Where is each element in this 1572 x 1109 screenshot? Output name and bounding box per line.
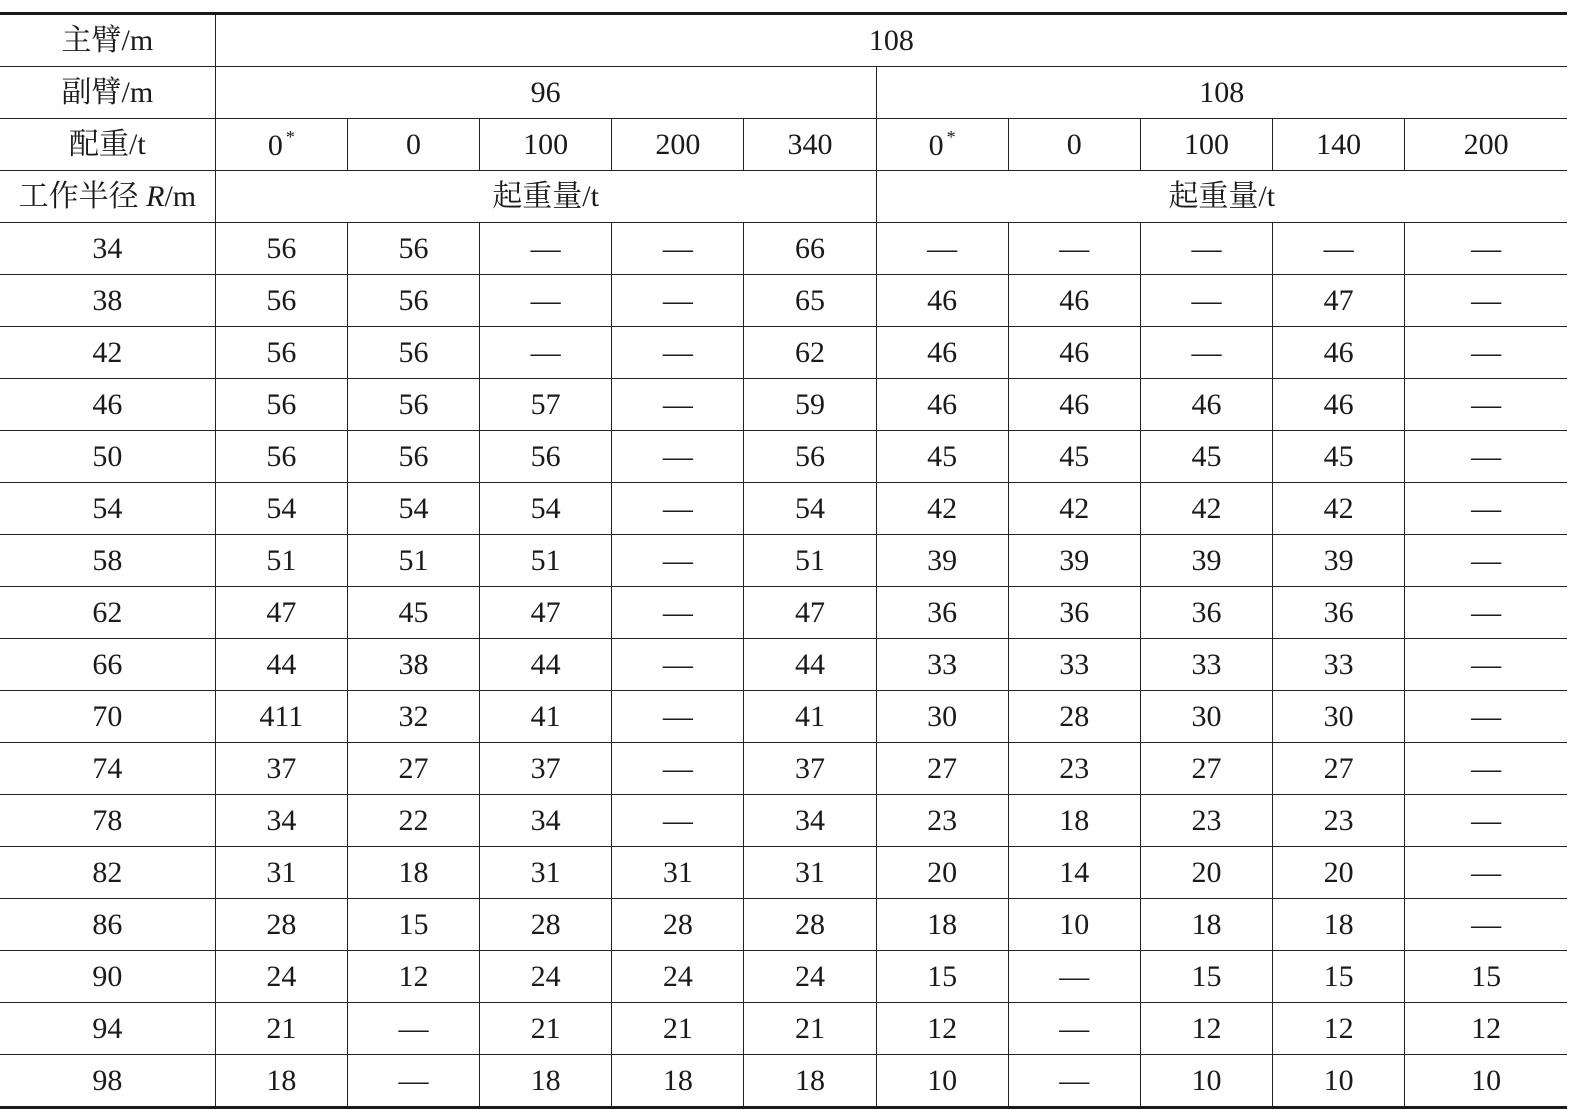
- capacity-cell: —: [612, 483, 744, 535]
- capacity-cell: —: [347, 1003, 479, 1055]
- capacity-cell: 46: [1273, 379, 1405, 431]
- capacity-cell: 411: [215, 691, 347, 743]
- capacity-cell: 56: [347, 327, 479, 379]
- table-row: [0, 691, 1567, 743]
- capacity-cell: 18: [612, 1055, 744, 1108]
- radius-cell: 62: [0, 587, 215, 639]
- capacity-cell: 15: [347, 899, 479, 951]
- capacity-cell: —: [480, 327, 612, 379]
- radius-label-unit: /m: [164, 179, 197, 213]
- capacity-cell: —: [612, 275, 744, 327]
- capacity-cell: —: [1008, 1003, 1140, 1055]
- capacity-cell: 34: [215, 795, 347, 847]
- capacity-cell: 12: [347, 951, 479, 1003]
- capacity-cell: —: [612, 431, 744, 483]
- capacity-cell: 56: [215, 327, 347, 379]
- radius-label-symbol: R: [146, 179, 165, 213]
- capacity-cell: —: [612, 795, 744, 847]
- radius-header-row: [0, 171, 1567, 223]
- capacity-cell: 20: [1273, 847, 1405, 899]
- capacity-cell: 54: [347, 483, 479, 535]
- capacity-cell: 18: [744, 1055, 876, 1108]
- capacity-cell: 56: [215, 431, 347, 483]
- table-row: [0, 899, 1567, 951]
- counterweight-number: 0: [267, 129, 283, 162]
- capacity-cell: —: [612, 587, 744, 639]
- capacity-cell: 30: [1140, 691, 1272, 743]
- radius-cell: 82: [0, 847, 215, 899]
- capacity-cell: —: [876, 223, 1008, 275]
- capacity-cell: 24: [215, 951, 347, 1003]
- counterweight-number: 200: [1463, 127, 1509, 161]
- capacity-cell: 33: [1140, 639, 1272, 691]
- capacity-cell: 18: [1008, 795, 1140, 847]
- capacity-cell: 21: [744, 1003, 876, 1055]
- capacity-cell: 18: [1140, 899, 1272, 951]
- table-row: [0, 223, 1567, 275]
- capacity-cell: 28: [612, 899, 744, 951]
- capacity-cell: —: [1140, 223, 1272, 275]
- capacity-cell: 56: [480, 431, 612, 483]
- counterweight-value: [1273, 119, 1405, 171]
- asterisk-mark: *: [285, 127, 295, 147]
- capacity-cell: 46: [1008, 379, 1140, 431]
- table-row: [0, 951, 1567, 1003]
- capacity-cell: —: [612, 327, 744, 379]
- aux-boom-group: 96: [215, 67, 876, 119]
- radius-cell: 74: [0, 743, 215, 795]
- radius-cell: 46: [0, 379, 215, 431]
- capacity-cell: 46: [1140, 379, 1272, 431]
- capacity-cell: —: [612, 535, 744, 587]
- capacity-cell: 24: [480, 951, 612, 1003]
- counterweight-number: 340: [787, 127, 833, 161]
- capacity-cell: 20: [876, 847, 1008, 899]
- capacity-cell: 30: [1273, 691, 1405, 743]
- table-row: [0, 743, 1567, 795]
- capacity-cell: 23: [1008, 743, 1140, 795]
- radius-cell: 94: [0, 1003, 215, 1055]
- capacity-cell: 30: [876, 691, 1008, 743]
- counterweight-value: [480, 119, 612, 171]
- table-row: [0, 535, 1567, 587]
- counterweight-value: [744, 119, 876, 171]
- aux-boom-row: [0, 67, 1567, 119]
- capacity-cell: 46: [876, 327, 1008, 379]
- table-row: [0, 795, 1567, 847]
- capacity-cell: 45: [1008, 431, 1140, 483]
- capacity-cell: 41: [480, 691, 612, 743]
- capacity-cell: —: [1405, 483, 1567, 535]
- capacity-cell: 66: [744, 223, 876, 275]
- radius-cell: 58: [0, 535, 215, 587]
- capacity-cell: —: [1405, 899, 1567, 951]
- capacity-cell: —: [1405, 743, 1567, 795]
- capacity-cell: 24: [744, 951, 876, 1003]
- capacity-cell: 27: [876, 743, 1008, 795]
- table-row: [0, 587, 1567, 639]
- capacity-cell: 36: [1273, 587, 1405, 639]
- radius-cell: 50: [0, 431, 215, 483]
- capacity-cell: 12: [876, 1003, 1008, 1055]
- capacity-cell: 56: [347, 431, 479, 483]
- aux-boom-group: 108: [876, 67, 1567, 119]
- capacity-cell: 51: [347, 535, 479, 587]
- capacity-cell: 47: [1273, 275, 1405, 327]
- counterweight-value: [1008, 119, 1140, 171]
- aux-boom-label: 副臂/m: [0, 67, 215, 119]
- capacity-cell: 21: [215, 1003, 347, 1055]
- radius-cell: 66: [0, 639, 215, 691]
- capacity-cell: 10: [1273, 1055, 1405, 1108]
- capacity-cell: 56: [744, 431, 876, 483]
- capacity-cell: 65: [744, 275, 876, 327]
- counterweight-number: 140: [1316, 127, 1362, 161]
- capacity-cell: 39: [1140, 535, 1272, 587]
- capacity-cell: 27: [347, 743, 479, 795]
- counterweight-value: [612, 119, 744, 171]
- capacity-cell: 15: [1140, 951, 1272, 1003]
- capacity-cell: 39: [876, 535, 1008, 587]
- capacity-cell: 23: [1273, 795, 1405, 847]
- capacity-cell: —: [1405, 639, 1567, 691]
- capacity-cell: 37: [744, 743, 876, 795]
- capacity-cell: 34: [744, 795, 876, 847]
- capacity-cell: —: [1008, 1055, 1140, 1108]
- capacity-cell: 14: [1008, 847, 1140, 899]
- radius-cell: 70: [0, 691, 215, 743]
- counterweight-number: 100: [1183, 127, 1229, 161]
- table-row: [0, 1003, 1567, 1055]
- table-row: [0, 327, 1567, 379]
- capacity-cell: 56: [347, 379, 479, 431]
- capacity-cell: 42: [1273, 483, 1405, 535]
- capacity-cell: 54: [480, 483, 612, 535]
- capacity-cell: 45: [876, 431, 1008, 483]
- capacity-cell: 31: [215, 847, 347, 899]
- capacity-cell: 32: [347, 691, 479, 743]
- capacity-cell: 56: [215, 379, 347, 431]
- capacity-cell: 31: [480, 847, 612, 899]
- capacity-cell: —: [347, 1055, 479, 1108]
- capacity-cell: 47: [215, 587, 347, 639]
- capacity-cell: 10: [1140, 1055, 1272, 1108]
- capacity-cell: 22: [347, 795, 479, 847]
- capacity-cell: —: [1405, 379, 1567, 431]
- capacity-cell: 46: [876, 379, 1008, 431]
- radius-cell: 86: [0, 899, 215, 951]
- capacity-cell: —: [1273, 223, 1405, 275]
- capacity-cell: 51: [744, 535, 876, 587]
- capacity-cell: 37: [215, 743, 347, 795]
- table-row: [0, 379, 1567, 431]
- capacity-cell: 46: [1008, 275, 1140, 327]
- capacity-cell: 41: [744, 691, 876, 743]
- capacity-cell: 36: [876, 587, 1008, 639]
- capacity-cell: 34: [480, 795, 612, 847]
- capacity-cell: 18: [1273, 899, 1405, 951]
- counterweight-value: [347, 119, 479, 171]
- counterweight-value: [1140, 119, 1272, 171]
- table-row: [0, 847, 1567, 899]
- capacity-cell: —: [1405, 587, 1567, 639]
- capacity-cell: 45: [1140, 431, 1272, 483]
- capacity-cell: —: [1405, 847, 1567, 899]
- capacity-cell: 46: [1008, 327, 1140, 379]
- counterweight-number: 0: [928, 129, 944, 162]
- capacity-cell: —: [480, 223, 612, 275]
- capacity-cell: 31: [612, 847, 744, 899]
- capacity-cell: —: [1140, 275, 1272, 327]
- table-row: [0, 431, 1567, 483]
- capacity-cell: 10: [876, 1055, 1008, 1108]
- capacity-cell: 54: [744, 483, 876, 535]
- capacity-cell: 21: [612, 1003, 744, 1055]
- capacity-cell: 42: [1008, 483, 1140, 535]
- counterweight-value: [215, 119, 347, 171]
- capacity-cell: —: [612, 223, 744, 275]
- capacity-cell: —: [612, 639, 744, 691]
- capacity-cell: —: [1405, 691, 1567, 743]
- capacity-cell: 59: [744, 379, 876, 431]
- capacity-cell: —: [480, 275, 612, 327]
- capacity-cell: —: [1008, 951, 1140, 1003]
- radius-cell: 98: [0, 1055, 215, 1108]
- table-row: [0, 483, 1567, 535]
- capacity-cell: —: [612, 691, 744, 743]
- capacity-cell: 10: [1008, 899, 1140, 951]
- capacity-cell: 15: [1273, 951, 1405, 1003]
- counterweight-number: 200: [655, 127, 701, 161]
- capacity-cell: —: [1405, 795, 1567, 847]
- capacity-cell: 28: [744, 899, 876, 951]
- capacity-cell: 27: [1140, 743, 1272, 795]
- capacity-cell: —: [1008, 223, 1140, 275]
- asterisk-mark: *: [946, 127, 956, 147]
- capacity-cell: 21: [480, 1003, 612, 1055]
- capacity-cell: 44: [744, 639, 876, 691]
- capacity-cell: 15: [876, 951, 1008, 1003]
- capacity-cell: 54: [215, 483, 347, 535]
- capacity-cell: 57: [480, 379, 612, 431]
- capacity-cell: 46: [876, 275, 1008, 327]
- capacity-cell: 18: [876, 899, 1008, 951]
- radius-cell: 34: [0, 223, 215, 275]
- counterweight-row: [0, 119, 1567, 171]
- table-row: [0, 1055, 1567, 1108]
- capacity-cell: 12: [1140, 1003, 1272, 1055]
- capacity-cell: —: [1140, 327, 1272, 379]
- capacity-cell: 56: [215, 223, 347, 275]
- capacity-cell: 45: [347, 587, 479, 639]
- radius-cell: 42: [0, 327, 215, 379]
- capacity-cell: 62: [744, 327, 876, 379]
- capacity-cell: 23: [1140, 795, 1272, 847]
- capacity-cell: 37: [480, 743, 612, 795]
- capacity-cell: 44: [215, 639, 347, 691]
- capacity-cell: 28: [215, 899, 347, 951]
- radius-cell: 90: [0, 951, 215, 1003]
- capacity-cell: 18: [347, 847, 479, 899]
- capacity-cell: 56: [347, 275, 479, 327]
- counterweight-value: [876, 119, 1008, 171]
- capacity-cell: 36: [1008, 587, 1140, 639]
- capacity-cell: 51: [215, 535, 347, 587]
- counterweight-number: 0: [406, 127, 421, 161]
- capacity-cell: 18: [215, 1055, 347, 1108]
- radius-cell: 78: [0, 795, 215, 847]
- capacity-cell: 31: [744, 847, 876, 899]
- counterweight-number: 100: [523, 127, 569, 161]
- counterweight-number: 0: [1066, 127, 1082, 161]
- table-row: [0, 639, 1567, 691]
- capacity-label: 起重量/t: [876, 171, 1567, 223]
- capacity-cell: 24: [612, 951, 744, 1003]
- capacity-cell: 47: [480, 587, 612, 639]
- capacity-label: 起重量/t: [215, 171, 876, 223]
- capacity-cell: 56: [347, 223, 479, 275]
- radius-cell: 54: [0, 483, 215, 535]
- capacity-cell: 51: [480, 535, 612, 587]
- capacity-cell: 27: [1273, 743, 1405, 795]
- main-boom-row: [0, 14, 1567, 67]
- main-boom-label: 主臂/m: [61, 23, 154, 57]
- capacity-cell: —: [1405, 327, 1567, 379]
- capacity-cell: —: [1405, 535, 1567, 587]
- radius-cell: 38: [0, 275, 215, 327]
- capacity-cell: —: [612, 379, 744, 431]
- capacity-cell: 38: [347, 639, 479, 691]
- crane-load-table: [0, 12, 1567, 1109]
- capacity-cell: 15: [1405, 951, 1567, 1003]
- counterweight-value: [1405, 119, 1567, 171]
- capacity-cell: 39: [1008, 535, 1140, 587]
- capacity-cell: 42: [1140, 483, 1272, 535]
- capacity-cell: 12: [1273, 1003, 1405, 1055]
- capacity-cell: 28: [1008, 691, 1140, 743]
- capacity-cell: 33: [1008, 639, 1140, 691]
- capacity-cell: 39: [1273, 535, 1405, 587]
- radius-label: [0, 171, 215, 223]
- capacity-cell: 36: [1140, 587, 1272, 639]
- capacity-cell: 33: [1273, 639, 1405, 691]
- capacity-cell: —: [612, 743, 744, 795]
- capacity-cell: 46: [1273, 327, 1405, 379]
- capacity-cell: 20: [1140, 847, 1272, 899]
- capacity-cell: 42: [876, 483, 1008, 535]
- capacity-cell: 18: [480, 1055, 612, 1108]
- capacity-cell: —: [1405, 223, 1567, 275]
- capacity-cell: 23: [876, 795, 1008, 847]
- counterweight-label: 配重/t: [0, 119, 215, 171]
- capacity-cell: 47: [744, 587, 876, 639]
- radius-label-prefix: 工作半径: [18, 179, 147, 213]
- capacity-cell: 44: [480, 639, 612, 691]
- capacity-cell: 56: [215, 275, 347, 327]
- capacity-cell: —: [1405, 431, 1567, 483]
- main-boom-value: 108: [215, 14, 1567, 67]
- capacity-cell: —: [1405, 275, 1567, 327]
- table-row: [0, 275, 1567, 327]
- capacity-cell: 33: [876, 639, 1008, 691]
- capacity-cell: 28: [480, 899, 612, 951]
- capacity-cell: 45: [1273, 431, 1405, 483]
- capacity-cell: 12: [1405, 1003, 1567, 1055]
- capacity-cell: 10: [1405, 1055, 1567, 1108]
